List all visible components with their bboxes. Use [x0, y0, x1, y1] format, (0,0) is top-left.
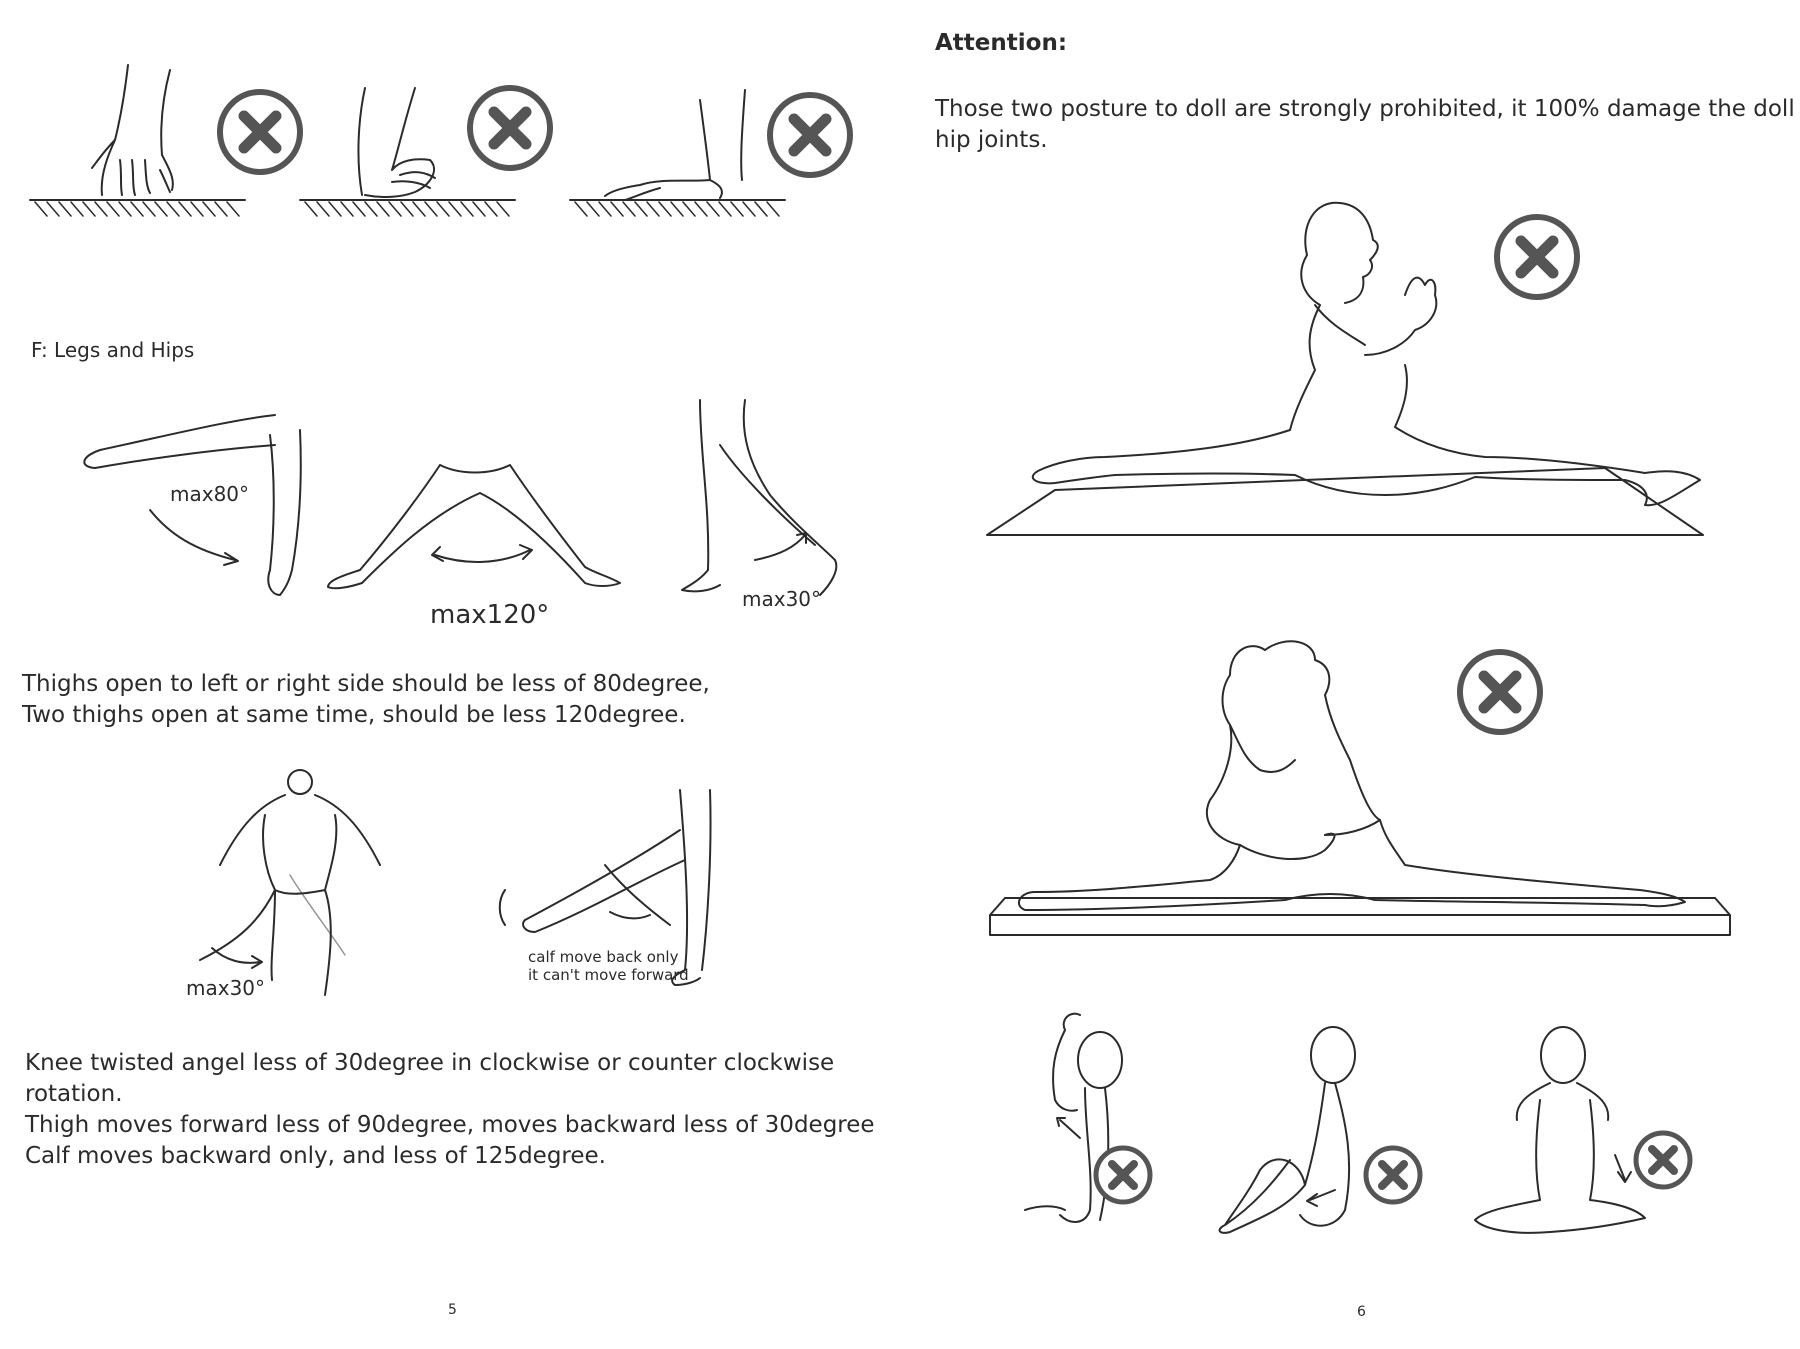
angle-label-spread: max120° [430, 600, 550, 630]
page-number: 6 [1357, 1304, 1366, 1320]
prohibited-x-icon [470, 88, 550, 168]
arm-raised-drawing [1025, 1014, 1150, 1222]
prohibited-x-icon [1460, 652, 1540, 732]
prohibited-x-icon [1636, 1133, 1690, 1187]
side-splits-illustration [985, 630, 1745, 940]
leg-backward-drawing [682, 400, 836, 595]
legs-paragraph-2 [25, 1048, 875, 1172]
text-line: Thighs open to left or right side should be less of 80degree, [22, 671, 710, 697]
text-line: Calf moves backward only, and less of 125degree. [25, 1143, 606, 1169]
knee-calf-illustrations [180, 770, 780, 1020]
prohibited-x-icon [770, 95, 850, 175]
prohibited-x-icon [220, 92, 300, 172]
section-label: F: Legs and Hips [31, 338, 195, 362]
prohibited-x-icon [1096, 1148, 1150, 1202]
text-line: Two thighs open at same time, should be less 120degree. [22, 702, 686, 728]
hand-illustrations [20, 60, 840, 300]
page-number: 5 [448, 1302, 457, 1318]
text-line: Thigh moves forward less of 90degree, moves backward less of 30degree [25, 1112, 875, 1138]
text-line: Knee twisted angel less of 30degree in clockwise or counter clockwise [25, 1050, 835, 1076]
front-splits-illustration [985, 195, 1745, 555]
cross-legged-drawing [1475, 1027, 1690, 1233]
calf-note [528, 948, 689, 984]
leg-spread-drawing [328, 465, 620, 588]
prohibited-x-icon [1366, 1148, 1420, 1202]
hand-fingertips-drawing [30, 65, 245, 216]
angle-label-side: max80° [170, 482, 250, 506]
seated-postures-illustration [1005, 1010, 1705, 1250]
hand-flat-drawing [570, 90, 785, 216]
attention-heading: Attention: [935, 30, 1068, 56]
seated-lean-drawing [1220, 1027, 1420, 1233]
text-line: hip joints. [935, 127, 1048, 153]
text-line: calf move back only [528, 948, 679, 966]
text-line: rotation. [25, 1081, 123, 1107]
attention-text [935, 94, 1795, 156]
text-line: it can't move forward [528, 966, 689, 984]
angle-label-knee: max30° [186, 976, 266, 1000]
angle-label-back: max30° [742, 587, 822, 611]
legs-paragraph-1 [22, 669, 710, 731]
text-line: Those two posture to doll are strongly prohibited, it 100% damage the doll [935, 96, 1795, 122]
knee-twist-drawing [200, 770, 380, 995]
prohibited-x-icon [1497, 217, 1577, 297]
